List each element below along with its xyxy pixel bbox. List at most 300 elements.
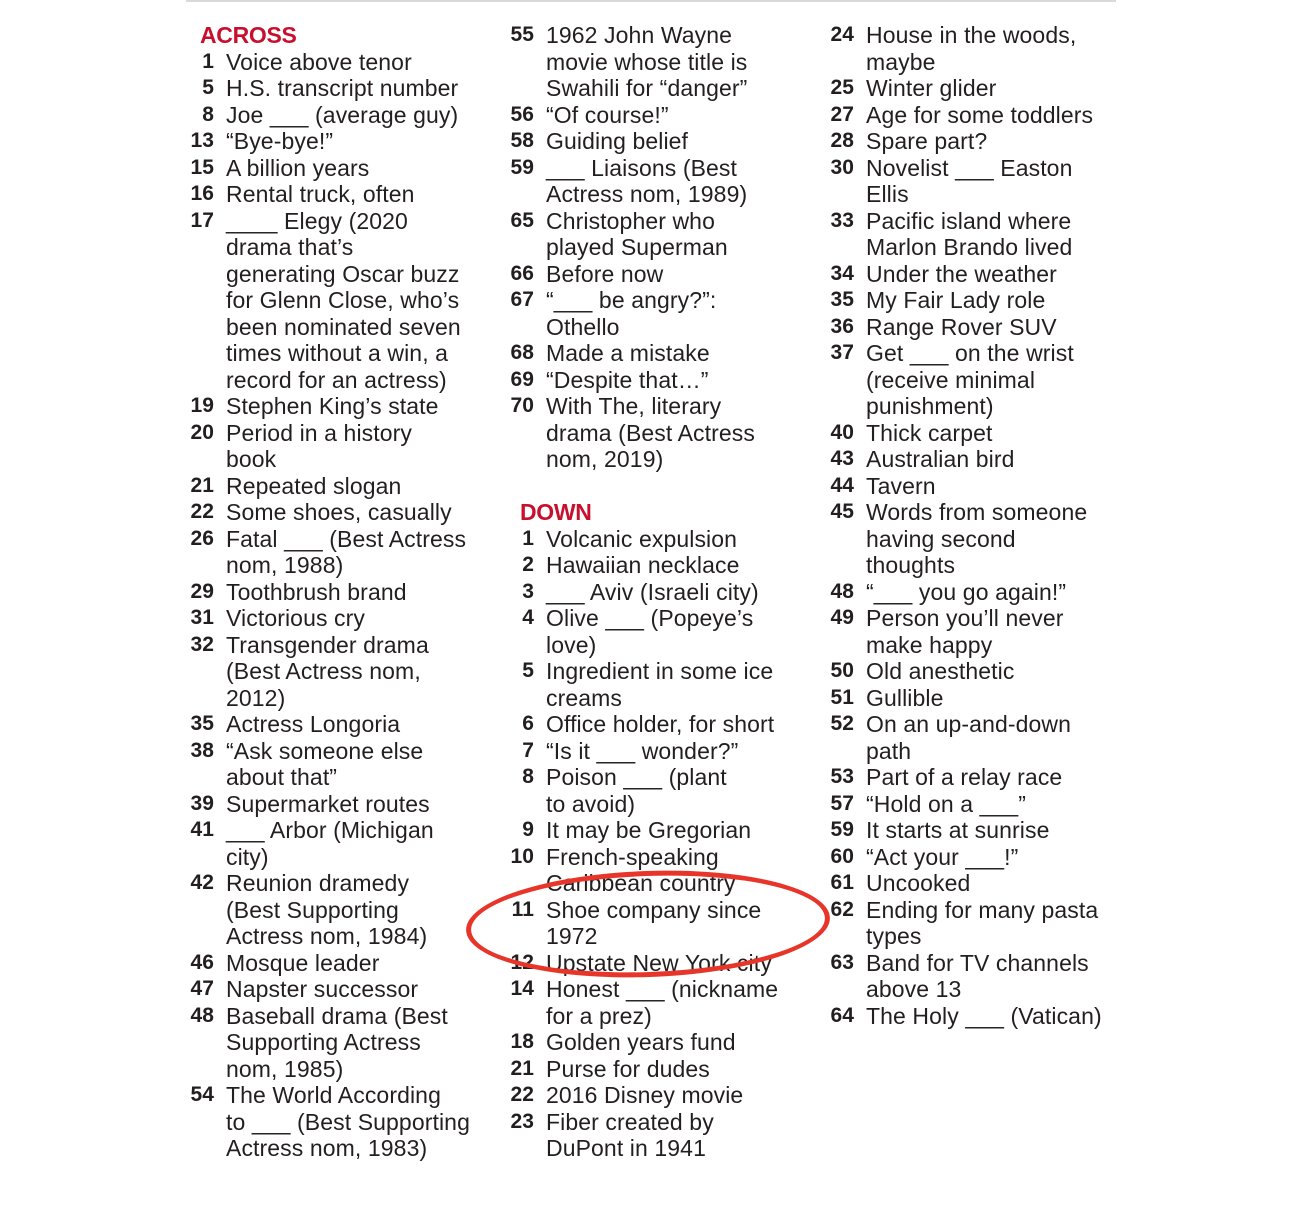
clue-number: 45 [830, 500, 854, 523]
clue-line: Australian bird [866, 446, 1015, 472]
clue-text [854, 1003, 1102, 1030]
clue-line: Office holder, for short [546, 711, 775, 737]
across-clue-68 [506, 340, 806, 367]
down-clue-12 [506, 950, 806, 977]
down-clue-7 [506, 738, 806, 765]
clue-text [534, 340, 710, 367]
down-clue-48 [826, 579, 1126, 606]
clue-text [534, 22, 747, 102]
clue-line: Novelist ___ Easton [866, 154, 1073, 181]
clue-line: Fatal ___ (Best Actress [226, 525, 467, 552]
clue-text [534, 393, 755, 473]
across-clue-17 [186, 208, 486, 394]
clue-line: (Best Supporting [226, 896, 399, 923]
top-rule [186, 0, 1116, 2]
down-clue-35 [826, 287, 1126, 314]
clue-line: Supporting Actress [226, 1029, 421, 1055]
clue-text [534, 897, 761, 950]
down-clue-44 [826, 473, 1126, 500]
across-heading: ACROSS [200, 22, 297, 48]
clue-line: Uncooked [866, 870, 971, 896]
clue-number: 44 [830, 473, 854, 497]
clue-line: Get ___ on the wrist [866, 340, 1074, 366]
clue-number: 29 [190, 579, 214, 603]
clue-text [214, 950, 379, 977]
clue-text [854, 950, 1089, 1003]
clue-line: Golden years fund [546, 1029, 736, 1055]
clue-number: 66 [510, 261, 534, 285]
clue-line: Pacific island where [866, 207, 1072, 234]
down-clue-37 [826, 340, 1126, 420]
clue-number: 59 [510, 155, 534, 179]
clue-text [854, 155, 1072, 208]
clue-text [534, 261, 663, 288]
clue-line: Person you’ll never [866, 605, 1064, 631]
clue-line: Purse for dudes [546, 1055, 710, 1082]
clue-line: “Of course!” [546, 101, 669, 128]
clue-line: Part of a relay race [866, 764, 1063, 790]
clue-number: 40 [830, 420, 854, 444]
across-clue-58 [506, 128, 806, 155]
down-clue-59 [826, 817, 1126, 844]
clue-line: Actress nom, 1989) [546, 181, 748, 207]
clue-line: record for an actress) [226, 366, 447, 393]
clue-number: 5 [522, 659, 534, 682]
clue-number: 25 [830, 76, 854, 99]
clue-column-3 [826, 22, 1126, 1029]
down-clue-64 [826, 1003, 1126, 1030]
clue-line: Tavern [866, 472, 936, 499]
clue-line: 2012) [226, 684, 286, 711]
across-clue-46 [186, 950, 486, 977]
clue-line: book [226, 446, 277, 472]
clue-text [854, 102, 1093, 129]
across-clue-38 [186, 738, 486, 791]
across-clue-22 [186, 499, 486, 526]
down-clue-18 [506, 1029, 806, 1056]
clue-line: path [866, 737, 912, 764]
clue-line: Spare part? [866, 128, 988, 154]
clue-text [214, 208, 461, 394]
down-clue-1 [506, 526, 806, 553]
clue-line: love) [546, 631, 597, 658]
clue-number: 5 [202, 76, 214, 99]
clue-line: With The, literary [546, 393, 722, 419]
clue-text [854, 499, 1087, 579]
clue-number: 21 [190, 473, 214, 497]
clue-line: Joe ___ (average guy) [226, 101, 459, 128]
clue-text [854, 579, 1066, 606]
clue-text [534, 579, 759, 606]
down-clue-9 [506, 817, 806, 844]
clue-line: Baseball drama (Best [226, 1002, 448, 1029]
clue-text [214, 526, 466, 579]
down-clue-22 [506, 1082, 806, 1109]
down-clue-57 [826, 791, 1126, 818]
clue-number: 50 [830, 659, 854, 682]
clue-text [854, 685, 944, 712]
down-clue-24 [826, 22, 1126, 75]
clue-number: 17 [190, 208, 214, 232]
clue-text [534, 526, 737, 553]
clue-line: ____ Elegy (2020 [226, 207, 408, 234]
clue-number: 22 [510, 1083, 534, 1106]
clue-number: 15 [190, 155, 214, 179]
down-clue-30 [826, 155, 1126, 208]
down-clue-11 [506, 897, 806, 950]
across-clue-56 [506, 102, 806, 129]
across-clue-32 [186, 632, 486, 712]
clue-line: Shoe company since [546, 896, 762, 923]
clue-number: 63 [830, 950, 854, 974]
clue-line: “Act your ___!” [866, 843, 1019, 870]
down-clue-43 [826, 446, 1126, 473]
down-clue-6 [506, 711, 806, 738]
clue-line: to avoid) [546, 790, 636, 817]
clue-number: 67 [510, 288, 534, 311]
clue-number: 37 [830, 341, 854, 364]
clue-line: Reunion dramedy [226, 870, 410, 896]
clue-line: times without a win, a [226, 340, 449, 366]
clue-line: Fiber created by [546, 1108, 714, 1135]
clue-text [214, 1003, 448, 1083]
clue-line: movie whose title is [546, 48, 748, 75]
clue-number: 70 [510, 394, 534, 417]
clue-text [214, 128, 333, 155]
down-clue-21 [506, 1056, 806, 1083]
clue-number: 6 [522, 712, 534, 735]
clue-line: My Fair Lady role [866, 287, 1046, 313]
clue-line: nom, 2019) [546, 446, 664, 472]
clue-text [214, 632, 429, 712]
clue-line: city) [226, 843, 269, 870]
clue-text [854, 22, 1076, 75]
across-clue-39 [186, 791, 486, 818]
clue-number: 31 [190, 606, 214, 629]
clue-text [854, 420, 992, 447]
clue-number: 3 [522, 579, 534, 603]
clue-text [534, 1082, 743, 1109]
down-clue-49 [826, 605, 1126, 658]
clue-line: Guiding belief [546, 128, 689, 154]
clue-line: Voice above tenor [226, 48, 412, 75]
across-clue-69 [506, 367, 806, 394]
clue-text [214, 711, 400, 738]
clue-text [534, 367, 709, 394]
down-clue-63 [826, 950, 1126, 1003]
clue-number: 48 [190, 1003, 214, 1027]
clue-text [214, 473, 401, 500]
clue-text [534, 950, 772, 977]
down-clue-10 [506, 844, 806, 897]
clue-line: Swahili for “danger” [546, 75, 748, 101]
clue-text [534, 976, 778, 1029]
clue-line: Before now [546, 260, 664, 287]
clue-number: 51 [830, 685, 854, 709]
clue-number: 39 [190, 791, 214, 815]
clue-text [534, 208, 728, 261]
clue-line: about that” [226, 764, 338, 790]
clue-line: A billion years [226, 154, 370, 181]
clue-text [534, 817, 751, 844]
down-clue-27 [826, 102, 1126, 129]
clue-line: Some shoes, casually [226, 499, 452, 525]
clue-line: (receive minimal [866, 366, 1036, 393]
across-clue-21 [186, 473, 486, 500]
clue-line: nom, 1985) [226, 1055, 344, 1082]
clue-line: types [866, 923, 922, 949]
clue-line: Gullible [866, 684, 944, 711]
clue-line: Olive ___ (Popeye’s [546, 605, 754, 631]
clue-text [534, 552, 739, 579]
clue-number: 52 [830, 712, 854, 735]
clue-number: 54 [190, 1083, 214, 1106]
clue-line: punishment) [866, 393, 994, 419]
across-clue-47 [186, 976, 486, 1003]
down-clue-36 [826, 314, 1126, 341]
clue-line: Victorious cry [226, 605, 366, 631]
clue-number: 7 [522, 738, 534, 762]
across-clue-55 [506, 22, 806, 102]
clue-number: 14 [510, 977, 534, 1000]
clue-line: Othello [546, 313, 620, 340]
clue-line: Band for TV channels [866, 949, 1089, 976]
clue-number: 47 [190, 977, 214, 1000]
down-clue-60 [826, 844, 1126, 871]
clue-line: above 13 [866, 976, 962, 1002]
clue-number: 60 [830, 844, 854, 868]
clue-number: 53 [830, 765, 854, 788]
across-clue-8 [186, 102, 486, 129]
clue-line: “Bye-bye!” [226, 128, 334, 154]
clue-text [534, 658, 773, 711]
clue-text [214, 817, 434, 870]
clue-text [854, 314, 1057, 341]
clue-line: Actress nom, 1984) [226, 923, 428, 949]
clue-number: 48 [830, 579, 854, 603]
down-clue-2 [506, 552, 806, 579]
clue-text [214, 49, 412, 76]
clue-number: 27 [830, 102, 854, 126]
clue-number: 68 [510, 341, 534, 364]
clue-text [534, 764, 727, 817]
clue-line: Under the weather [866, 260, 1057, 287]
down-clue-34 [826, 261, 1126, 288]
clue-number: 11 [511, 897, 534, 921]
clue-text [534, 738, 738, 765]
clue-text [854, 791, 1026, 818]
clue-number: 59 [830, 818, 854, 841]
clue-text [214, 499, 452, 526]
down-clue-23 [506, 1109, 806, 1162]
clue-number: 36 [830, 314, 854, 338]
clue-number: 23 [510, 1109, 534, 1133]
across-clue-31 [186, 605, 486, 632]
clue-line: drama (Best Actress [546, 419, 755, 446]
clue-text [854, 128, 987, 155]
clue-line: “___ you go again!” [866, 578, 1067, 605]
clue-line: “___ be angry?”: [546, 287, 717, 313]
across-clue-26 [186, 526, 486, 579]
clue-line: Marlon Brando lived [866, 234, 1073, 260]
clue-text [534, 605, 753, 658]
clue-text [214, 976, 418, 1003]
clue-number: 65 [510, 208, 534, 232]
clue-text [854, 658, 1014, 685]
clue-text [214, 870, 427, 950]
clue-line: Upstate New York city [546, 949, 772, 976]
clue-text [534, 844, 736, 897]
down-clue-52 [826, 711, 1126, 764]
clue-number: 56 [510, 102, 534, 126]
clue-line: Rental truck, often [226, 181, 415, 207]
across-clue-59 [506, 155, 806, 208]
clue-line: Hawaiian necklace [546, 552, 740, 578]
clue-number: 4 [522, 606, 534, 629]
clue-line: Ellis [866, 181, 909, 207]
across-clue-15 [186, 155, 486, 182]
clue-text [854, 208, 1072, 261]
clue-text [214, 579, 407, 606]
clue-text [854, 287, 1045, 314]
clue-line: It may be Gregorian [546, 817, 752, 843]
clue-text [214, 102, 458, 129]
across-clue-5 [186, 75, 486, 102]
clue-line: Ending for many pasta [866, 896, 1099, 923]
clue-text [214, 738, 423, 791]
clue-line: Winter glider [866, 75, 997, 101]
clue-line: Transgender drama [226, 631, 429, 658]
clue-line: Poison ___ (plant [546, 764, 727, 790]
clue-text [214, 791, 430, 818]
clue-number: 1 [202, 49, 214, 73]
clue-text [854, 711, 1071, 764]
clue-text [854, 870, 970, 897]
down-clue-28 [826, 128, 1126, 155]
clue-text [214, 75, 458, 102]
clue-line: ___ Liaisons (Best [546, 154, 738, 181]
clue-text [534, 287, 716, 340]
clue-line: “Is it ___ wonder?” [546, 737, 739, 764]
clue-line: Age for some toddlers [866, 101, 1094, 128]
clue-line: Made a mistake [546, 340, 710, 366]
clue-number: 41 [190, 818, 214, 841]
clue-number: 13 [190, 129, 214, 152]
clue-line: maybe [866, 48, 936, 75]
across-clue-66 [506, 261, 806, 288]
down-clue-53 [826, 764, 1126, 791]
clue-text [214, 605, 365, 632]
clue-line: Old anesthetic [866, 658, 1015, 684]
clue-number: 62 [830, 897, 854, 921]
clue-text [854, 897, 1098, 950]
clue-number: 1 [522, 526, 534, 550]
across-clue-29 [186, 579, 486, 606]
clue-line: Actress nom, 1983) [226, 1135, 428, 1161]
clue-column-1 [186, 22, 486, 1162]
clue-number: 64 [830, 1003, 854, 1027]
clue-line: House in the woods, [866, 22, 1077, 48]
down-clue-33 [826, 208, 1126, 261]
clue-number: 38 [190, 738, 214, 762]
clue-line: Supermarket routes [226, 790, 430, 817]
clue-number: 35 [830, 288, 854, 311]
clue-line: Range Rover SUV [866, 313, 1057, 340]
clue-line: ___ Aviv (Israeli city) [546, 578, 759, 605]
across-clue-48 [186, 1003, 486, 1083]
clue-text [214, 1082, 470, 1162]
clue-text [534, 711, 774, 738]
clue-text [534, 1056, 710, 1083]
across-clue-65 [506, 208, 806, 261]
clue-number: 10 [510, 844, 534, 868]
clue-number: 28 [830, 129, 854, 152]
clue-text [534, 1029, 736, 1056]
clue-text [854, 75, 996, 102]
clue-text [214, 393, 439, 420]
clue-number: 43 [830, 447, 854, 470]
across-clue-41 [186, 817, 486, 870]
down-clue-8 [506, 764, 806, 817]
down-heading: DOWN [520, 499, 592, 525]
clue-line: thoughts [866, 552, 956, 578]
clue-number: 34 [830, 261, 854, 285]
across-clue-13 [186, 128, 486, 155]
clue-number: 16 [190, 182, 214, 205]
clue-line: Mosque leader [226, 949, 380, 976]
clue-number: 9 [522, 818, 534, 841]
clue-line: Caribbean country [546, 870, 736, 896]
clue-line: having second [866, 525, 1016, 552]
clue-text [854, 605, 1064, 658]
across-clue-19 [186, 393, 486, 420]
clue-text [854, 764, 1062, 791]
clue-line: On an up-and-down [866, 711, 1072, 737]
down-clue-14 [506, 976, 806, 1029]
across-clue-42 [186, 870, 486, 950]
clue-text [214, 181, 415, 208]
down-clue-5 [506, 658, 806, 711]
clue-line: Stephen King’s state [226, 393, 439, 419]
clue-number: 33 [830, 208, 854, 232]
clue-line: “Hold on a ___” [866, 790, 1027, 817]
clue-number: 8 [202, 102, 214, 126]
clue-line: nom, 1988) [226, 552, 344, 578]
down-clue-62 [826, 897, 1126, 950]
down-clue-51 [826, 685, 1126, 712]
clue-line: Toothbrush brand [226, 578, 407, 605]
clue-line: It starts at sunrise [866, 817, 1050, 843]
clue-number: 21 [510, 1056, 534, 1080]
down-clue-61 [826, 870, 1126, 897]
clue-text [854, 844, 1018, 871]
clue-number: 19 [190, 394, 214, 417]
clue-number: 32 [190, 632, 214, 656]
clue-text [214, 420, 412, 473]
clue-line: Christopher who [546, 207, 715, 234]
clue-text [534, 102, 669, 129]
clue-line: been nominated seven [226, 313, 461, 340]
clue-number: 24 [830, 23, 854, 46]
clue-line: creams [546, 684, 623, 711]
clue-text [854, 261, 1057, 288]
clue-text [854, 817, 1050, 844]
across-clue-70 [506, 393, 806, 473]
clue-line: 1962 John Wayne [546, 22, 733, 48]
clue-number: 8 [522, 765, 534, 788]
clue-number: 49 [830, 606, 854, 629]
clue-text [534, 128, 688, 155]
